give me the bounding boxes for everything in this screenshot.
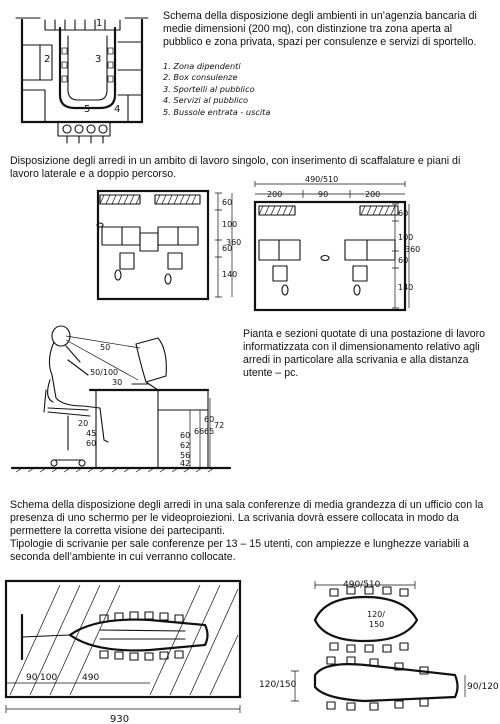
dim-total-label: 360 — [226, 238, 242, 247]
dim-label: 50/100 — [90, 368, 119, 377]
dim-label: 60 — [204, 415, 215, 424]
dim-label: 60 — [222, 198, 233, 207]
dim-label: 30 — [112, 378, 123, 387]
dim-label: 45 — [86, 429, 97, 438]
dim-label: 100 — [40, 673, 58, 683]
dim-label: 140 — [222, 270, 238, 279]
dim-label: 60 — [180, 431, 191, 440]
dim-label: 20 — [78, 419, 89, 428]
conference-desk-types — [255, 575, 499, 724]
dim-label: 140 — [398, 283, 414, 292]
dim-total-label: 360 — [405, 245, 421, 254]
dim-label: 930 — [110, 714, 130, 724]
dim-label: 42 — [180, 459, 191, 468]
plan-label: 1 — [96, 18, 103, 29]
legend-item: 5. Bussole entrata - uscita — [163, 106, 271, 117]
single-workspace-plan-left — [60, 185, 240, 315]
plan-label: 4 — [114, 104, 121, 115]
dim-label: 60 — [86, 439, 97, 448]
legend-item: 1. Zona dipendenti — [163, 61, 241, 71]
dim-label: 100 — [398, 233, 414, 242]
legend-item: 3. Sportelli al pubblico — [163, 83, 255, 94]
dim-label: 65 — [204, 427, 215, 436]
plan-label: 2 — [44, 54, 51, 65]
dim-label: 120/150 — [259, 680, 297, 690]
conference-room-description: Schema della disposizione degli arredi in una sala conferenze di media grandezza di un ufficio con la presenza di uno schermo per le videoproiezioni. La scrivania dovrà essere collocata in modo da permettere la corretta visione dei partecipanti. — [10, 499, 484, 537]
bank-layout-description: Schema della disposizione degli ambienti in un’agenzia bancaria di medie dimensioni (200 mq), con distinzione tra zona aperta al pubblico e zona privata, spazi per consulenze e servizi di sportello. — [163, 10, 477, 48]
dim-label: 200 — [365, 190, 381, 199]
dim-label: 490 — [82, 673, 100, 683]
dim-label: 60 — [398, 209, 409, 218]
dim-label: 50 — [100, 343, 111, 352]
dim-label: 72 — [214, 421, 225, 430]
computer-workstation-section — [8, 320, 233, 482]
dim-label: 120/ — [367, 610, 385, 619]
dim-label: 200 — [267, 190, 283, 199]
dim-label: 150 — [369, 620, 385, 629]
dim-label: 66 — [194, 427, 205, 436]
dim-label: 90 — [26, 673, 38, 683]
dim-label: 100 — [222, 220, 238, 229]
dim-label: 62 — [180, 441, 191, 450]
plan-label: 3 — [95, 54, 102, 65]
legend-item: 2. Box consulenze — [163, 72, 238, 83]
legend-item: 4. Servizi al pubblico — [163, 95, 249, 106]
dim-label: 56 — [180, 451, 191, 460]
workstation-description: Pianta e sezioni quotate di una postazione di lavoro informatizzata con il dimensionamento relativo agli arredi in particolare alla scrivania e alla distanza utente – pc. — [243, 328, 486, 379]
bank-floor-plan — [0, 0, 160, 150]
dim-label: 490/510 — [305, 175, 339, 184]
workspace-description: Disposizione degli arredi in un ambito di lavoro singolo, con inserimento di scaffalature e piani di lavoro laterale e a doppio percorso. — [10, 155, 461, 180]
dim-label: 90/120 — [467, 682, 499, 692]
dim-label: 490/510 — [343, 580, 381, 590]
plan-label: 5 — [84, 104, 91, 115]
bank-layout-legend — [163, 61, 270, 118]
dim-label: 60 — [222, 244, 233, 253]
single-workspace-plan-right — [245, 175, 425, 318]
conference-room-plan — [0, 575, 245, 724]
conference-desk-types-description: Tipologie di scrivanie per sale conferenze per 13 – 15 utenti, con ampiezze e lunghezze variabili a seconda dell’ambiente in cui verranno collocate. — [10, 538, 469, 563]
dim-label: 90 — [318, 190, 329, 199]
dim-label: 60 — [398, 256, 409, 265]
